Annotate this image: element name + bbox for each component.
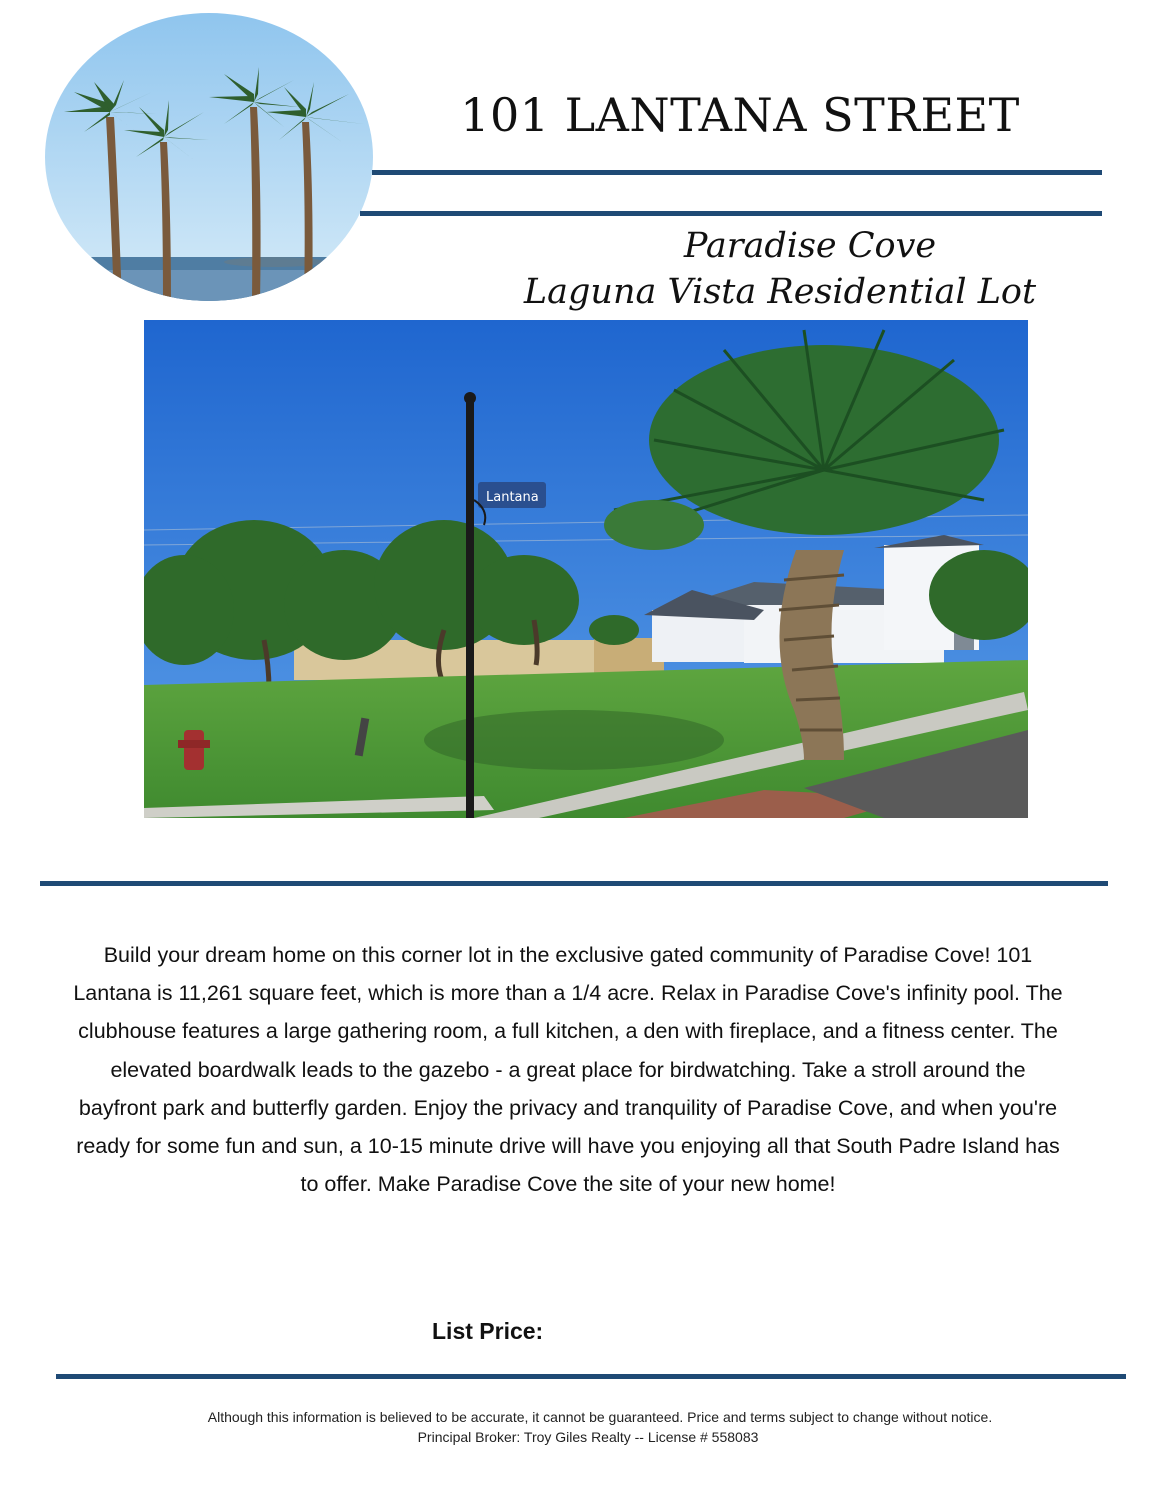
lot-photo bbox=[144, 320, 1028, 818]
divider bbox=[372, 170, 1102, 175]
list-price-label: List Price: bbox=[432, 1318, 544, 1344]
divider bbox=[360, 211, 1102, 216]
page-title: 101 LANTANA STREET bbox=[460, 88, 1020, 142]
palm-trees-photo bbox=[44, 12, 374, 302]
street-sign-text: Lantana bbox=[486, 490, 539, 505]
divider bbox=[56, 1374, 1126, 1379]
divider bbox=[40, 881, 1108, 886]
property-description: Build your dream home on this corner lot in the exclusive gated community of Paradise Cove! 101 Lantana is 11,261 square feet, which is more than a 1/4 acre. Relax in Paradise Cove's infinity pool. The clubhouse features a large gathering room, a full kitchen, a den with fireplace, and a fitness center. The elevated boardwalk leads to the gazebo - a great place for birdwatching. Take a stroll around the bayfront park and butterfly garden. Enjoy the privacy and tranquility of Paradise Cove, and when you're ready for some fun and sun, a 10-15 minute drive will have you enjoying all that South Padre Island has to offer. Make Paradise Cove the site of your new home! bbox=[73, 943, 1063, 1197]
subtitle-community: Paradise Cove bbox=[683, 226, 937, 266]
disclaimer: Although this information is believed to be accurate, it cannot be guaranteed. Price and terms subject to change without notice. bbox=[207, 1409, 993, 1425]
subtitle-lot: Laguna Vista Residential Lot bbox=[523, 272, 1037, 312]
broker-info: Principal Broker: Troy Giles Realty -- License # 558083 bbox=[417, 1429, 759, 1445]
